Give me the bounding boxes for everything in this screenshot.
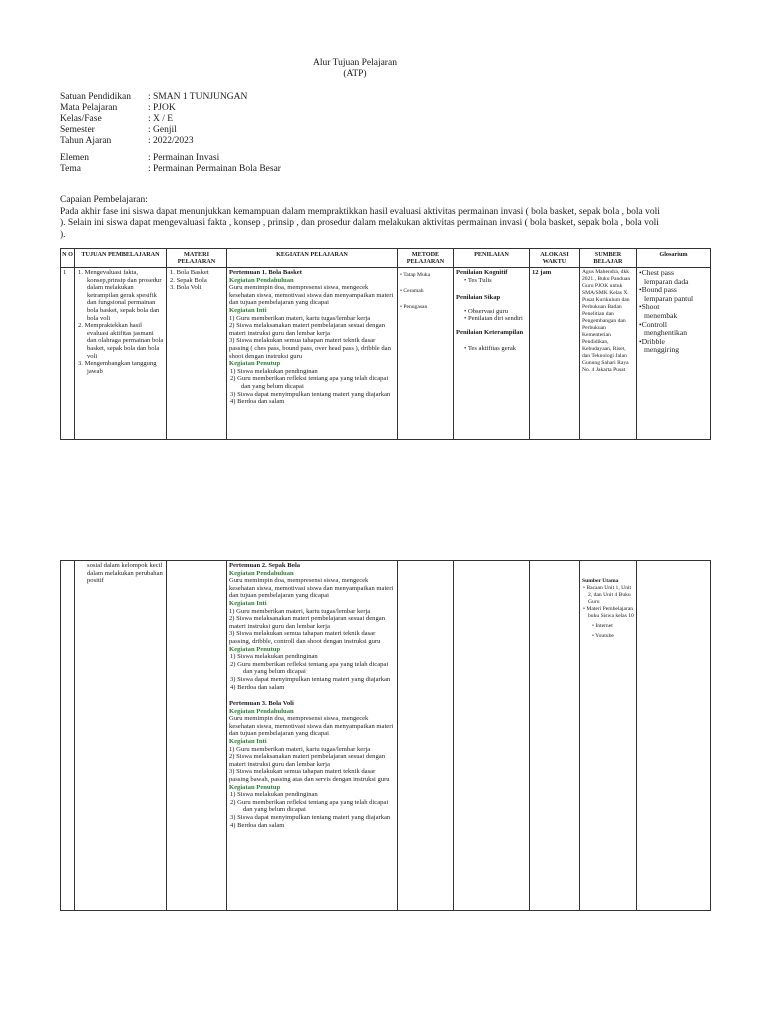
- cell-no: 1: [61, 268, 75, 440]
- meta-value: : Permainan Invasi: [148, 153, 220, 163]
- meta-label: Kelas/Fase: [60, 114, 102, 124]
- cell-kegiatan: [227, 561, 398, 911]
- metode-item: • Tatap Muka: [400, 272, 431, 278]
- atp-table-page2: [60, 560, 711, 911]
- kegiatan-heading: Kegiatan Inti: [229, 738, 267, 746]
- pertemuan-title: Pertemuan 1. Bola Basket: [229, 269, 302, 276]
- cell-tujuan: sosial dalam kelompok kecil dalam melakukan perubahan positif: [75, 561, 167, 911]
- table-row: [61, 561, 711, 911]
- kegiatan-text: Guru memimpin doa, mempresensi siswa, mengecek kesehatan siswa, memotivasi siswa dan menyampaikan materi dan tujuan pembelajaran yang dicapai: [229, 577, 394, 600]
- glosarium-meaning: menembak: [644, 310, 678, 320]
- penilaian-item: • Tes aktifitas gerak: [464, 344, 517, 352]
- header-sumber: SUMBER BELAJAR: [580, 249, 637, 268]
- kegiatan-text: 3) Siswa melakukan semua tahapan materi teknik dasar passing bawah, passing atas dan servis dengan instruksi guru: [229, 768, 390, 784]
- meta-value: : Genjil: [148, 125, 177, 135]
- header-no: N O: [61, 249, 75, 268]
- glosarium-meaning: menggiring: [644, 345, 680, 355]
- tujuan-item: 1. Mengevaluasi fakta, konsep,prinsip dan prosedur dalam melakukan ketrampilan gerak spesifik dan fungsional permainan bola basket, sepak bola dan bola voli: [78, 269, 162, 322]
- cell-sumber: [580, 561, 637, 911]
- kegiatan-heading: Kegiatan Penutup: [229, 645, 281, 653]
- kegiatan-heading: Kegiatan Penutup: [229, 360, 281, 368]
- cell-penilaian: [454, 268, 530, 440]
- kegiatan-text: 3) Siswa melakukan semua tahapan materi teknik dasar passing ( ches pass, bound pass, over head pass ), dribble dan shoot dengan instruksi guru: [229, 337, 391, 360]
- cell-no: [61, 561, 75, 911]
- kegiatan-heading: Kegiatan Pendahuluan: [229, 276, 294, 284]
- tujuan-item: 3. Mengembangkan tanggung jawab: [78, 360, 157, 375]
- capaian-pembelajaran: [60, 195, 660, 241]
- glosarium-meaning: lemparan pantul: [644, 293, 694, 303]
- glosarium-term: •Bound pass: [639, 285, 677, 295]
- cell-tujuan: [75, 268, 167, 440]
- penilaian-heading: Penilaian Kognitif: [456, 269, 508, 276]
- kegiatan-text: 2) Guru memberikan refleksi tentang apa yang telah dicapai dan yang belum dicapai: [230, 798, 389, 814]
- sumber-sub-item: • Youtube: [592, 633, 614, 639]
- document-title: Alur Tujuan Pelajaran: [313, 58, 397, 68]
- kegiatan-text: 1) Guru memberikan materi, kartu tugas/lembar kerja: [229, 314, 371, 322]
- kegiatan-text: 3) Siswa dapat menyimpulkan tentang materi yang diajarkan: [230, 390, 391, 398]
- meta-value: : 2022/2023: [148, 136, 194, 146]
- materi-item: 3. Bola Voli: [170, 284, 202, 292]
- cell-sumber: Agus Mahendra, dkk 2021., Buku Panduan Guru PJOK untuk SMA/SMK Kelas X. Pusat Kurikulum dan Perbukuan Badan Penelitian dan Pengembangan dan Perbukuan Kementerian Pendidikan, Kebudayaan, Riset, dan Teknologi Jalan Gunung Sahari Raya No. 4 Jakarta Pusat: [580, 268, 637, 440]
- penilaian-heading: Penilaian Keterampilan: [456, 328, 524, 336]
- atp-table-page1: [60, 248, 711, 440]
- kegiatan-text: 2) Siswa melaksanakan materi pembelajaran sesuai dengan materi instruksi guru dan lembar kerja: [229, 753, 385, 768]
- kegiatan-text: 1) Guru memberikan materi, kartu tugas/lembar kerja: [229, 745, 371, 753]
- penilaian-item: • Penilaian diri sendiri: [464, 315, 523, 323]
- document-header: [60, 58, 650, 80]
- kegiatan-text: 1) Guru memberikan materi, kartu tugas/lembar kerja: [229, 607, 371, 615]
- sumber-item: • Materi Pembelajaran buku Siswa kelas 10: [583, 606, 634, 619]
- kegiatan-text: 4) Berdoa dan salam: [230, 821, 285, 829]
- header-alokasi: ALOKASI WAKTU: [530, 249, 580, 268]
- meta-label: Tahun Ajaran: [60, 136, 112, 146]
- cell-materi: [167, 268, 227, 440]
- meta-label: Mata Pelajaran: [60, 103, 118, 113]
- pertemuan-title: Pertemuan 3. Bola Voli: [229, 700, 294, 708]
- penilaian-heading: Penilaian Sikap: [456, 294, 501, 302]
- kegiatan-text: 1) Siswa melakukan pendinginan: [230, 791, 318, 799]
- tujuan-item: 2. Mempraktekkan hasil evaluasi aktifitas jasmani dan olahraga permainan bola basket, sepak bola dan bola voli: [78, 322, 164, 360]
- sumber-item: • Bacaan Unit 1, Unit 2, dan Unit 4 Buku Guru: [583, 585, 632, 605]
- materi-item: 2. Sepak Bola: [170, 276, 207, 284]
- cell-alokasi: 12 jam: [530, 268, 580, 440]
- kegiatan-text: 1) Siswa melakukan pendinginan: [230, 367, 318, 375]
- cell-penilaian: [454, 561, 530, 911]
- cp-label: Capaian Pembelajaran:: [60, 195, 148, 205]
- glosarium-term: •Controll: [639, 319, 667, 329]
- kegiatan-text: 3) Siswa melakukan semua tahapan materi teknik dasar passing, dribble, controll dan shoot dengan instruksi guru: [229, 630, 381, 645]
- meta-value: : PJOK: [148, 103, 176, 113]
- table-header-row: [61, 249, 711, 268]
- header-metode: METODE PELAJARAN: [398, 249, 454, 268]
- pertemuan-title: Pertemuan 2. Sepak Bola: [229, 562, 301, 569]
- header-materi: MATERI PELAJARAN: [167, 249, 227, 268]
- cell-materi: [167, 561, 227, 911]
- kegiatan-heading: Kegiatan Inti: [229, 306, 267, 314]
- cell-metode: [398, 268, 454, 440]
- glosarium-term: •Chest pass: [639, 268, 674, 277]
- glosarium-meaning: menghentikan: [644, 328, 688, 338]
- meta-label: Semester: [60, 125, 95, 135]
- kegiatan-text: 2) Guru memberikan refleksi tentang apa yang telah dicapai dan yang belum dicapai: [230, 660, 389, 676]
- glosarium-term: •Dribble: [639, 336, 665, 346]
- penilaian-item: • Tes Tulis: [464, 276, 492, 284]
- header-glosarium: Glosarium: [637, 249, 711, 268]
- table-row: [61, 268, 711, 440]
- glosarium-term: •Shoot: [639, 302, 660, 312]
- kegiatan-text: 3) Siswa dapat menyimpulkan tentang materi yang diajarkan: [230, 814, 391, 821]
- kegiatan-text: 2) Guru memberikan refleksi tentang apa yang telah dicapai dan yang belum dicapai: [230, 375, 389, 390]
- document-subtitle: (ATP): [343, 69, 367, 79]
- penilaian-item: • Observasi guru: [464, 307, 509, 315]
- kegiatan-heading: Kegiatan Pendahuluan: [229, 569, 294, 577]
- cell-glosarium: [637, 268, 711, 440]
- kegiatan-text: Guru memimpin doa, mempresensi siswa, mengecek kesehatan siswa, memotivasi siswa dan menyampaikan materi dan tujuan pembelajaran yang dicapai: [229, 284, 394, 307]
- meta-label: Satuan Pendidikan: [60, 92, 131, 102]
- header-kegiatan: KEGIATAN PELAJARAN: [227, 249, 398, 268]
- meta-label: Elemen: [60, 153, 90, 163]
- kegiatan-text: 4) Berdoa dan salam: [230, 683, 285, 691]
- sumber-heading: Sumber Utama: [582, 578, 619, 584]
- cell-metode: [398, 561, 454, 911]
- header-penilaian: PENILAIAN: [454, 249, 530, 268]
- glosarium-meaning: lemparan dada: [644, 276, 689, 286]
- kegiatan-text: 3) Siswa dapat menyimpulkan tentang materi yang diajarkan: [230, 675, 391, 683]
- kegiatan-text: 1) Siswa melakukan pendinginan: [230, 653, 318, 661]
- meta-label: Tema: [60, 164, 81, 174]
- cell-glosarium: [637, 561, 711, 911]
- materi-item: 1. Bola Basket: [170, 269, 209, 276]
- kegiatan-text: 2) Siswa melaksanakan materi pembelajaran sesuai dengan materi instruksi guru dan lembar kerja: [229, 322, 385, 337]
- sumber-sub-item: • Internet: [592, 623, 613, 629]
- meta-value: : Permainan Permainan Bola Besar: [148, 164, 281, 174]
- cell-alokasi: [530, 561, 580, 911]
- kegiatan-text: 2) Siswa melaksanakan materi pembelajaran sesuai dengan materi instruksi guru dan lembar kerja: [229, 615, 385, 630]
- metode-item: • Penugasan: [400, 304, 428, 310]
- metode-item: • Ceramah: [400, 288, 424, 294]
- cell-kegiatan: [227, 268, 398, 440]
- kegiatan-text: Guru memimpin doa, mempresensi siswa, mengecek kesehatan siswa, memotivasi siswa dan menyampaikan materi dan tujuan pembelajaran yang dicapai: [229, 715, 394, 738]
- meta-value: : SMAN 1 TUNJUNGAN: [148, 92, 248, 102]
- kegiatan-heading: Kegiatan Pendahuluan: [229, 707, 294, 715]
- meta-value: : X / E: [148, 114, 174, 124]
- kegiatan-text: 4) Berdoa dan salam: [230, 398, 285, 406]
- cp-text: Pada akhir fase ini siswa dapat menunjukkan kemampuan dalam mempraktikkan hasil evaluasi aktivitas permainan invasi ( bola basket, sepak bola , bola voli ). Selain ini siswa dapat mengevaluasi fakta , konsep , prinsip , dan prosedur dalam melakukan aktivitas permainan invasi ( bola basket, sepak bola , bola voli ).: [60, 206, 660, 240]
- kegiatan-heading: Kegiatan Inti: [229, 599, 267, 607]
- header-tujuan: TUJUAN PEMBELAJARAN: [75, 249, 167, 268]
- kegiatan-heading: Kegiatan Penutup: [229, 783, 281, 791]
